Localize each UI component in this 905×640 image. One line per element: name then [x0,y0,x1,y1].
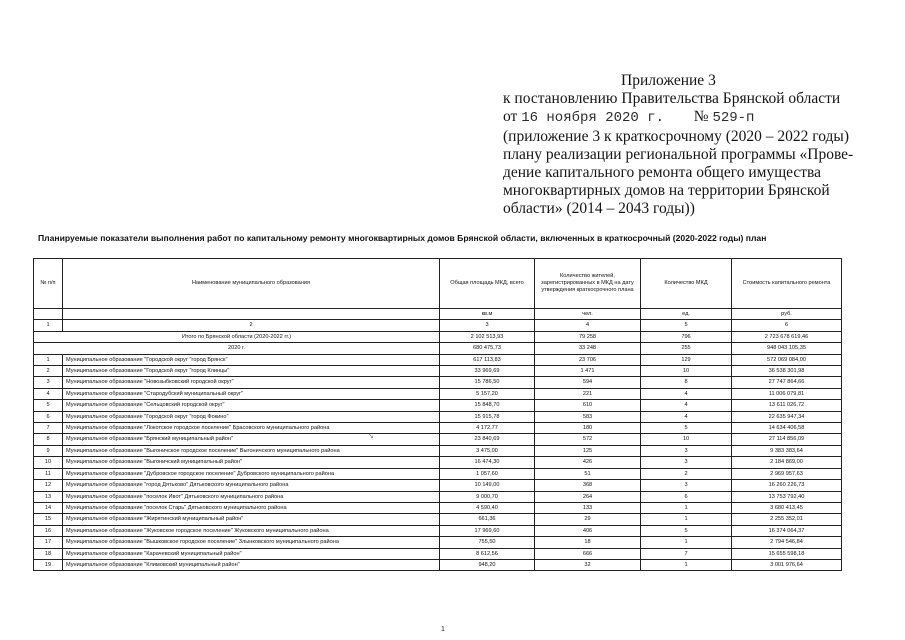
table-row [34,434,842,445]
table-row [34,445,842,456]
cell-mkd-count: 5 [641,423,732,434]
table-row [34,468,842,479]
cell-municipality: Муниципальное образование "Дубровское городское поселение" Дубровского муниципального района [63,468,440,479]
cell-num: 16 [34,525,63,536]
cell-area: 5 157,20 [440,388,535,399]
cell-cost: 27 114 856,09 [732,434,842,445]
cell-area: 33 969,69 [440,366,535,377]
cell-num: 2 [34,366,63,377]
cell-municipality: Муниципальное образование "Жуковское городское поселение" Жуковского муниципального района [63,525,440,536]
unit-mkd-count: ед. [641,309,732,320]
cell-mkd-count: 3 [641,445,732,456]
cell-residents: 666 [535,548,641,559]
cell-area: 15 915,78 [440,411,535,422]
header-line-4: плану реализации региональной программы «Прове- [503,145,854,163]
table-row [34,411,842,422]
cell-area: 15 786,50 [440,377,535,388]
cell-municipality: Муниципальное образование "Климовский муниципальный район" [63,559,440,570]
cell-num: 13 [34,491,63,502]
header-area: Общая площадь МКД, всего [440,259,535,309]
cell-cost: 13 611 026,72 [732,400,842,411]
cell-municipality: Муниципальное образование "город Дятьково" Дятьковского муниципального района [63,480,440,491]
cell-residents: 264 [535,491,641,502]
header-line-5: дение капитального ремонта общего имущества [503,164,822,182]
cell-residents: 426 [535,457,641,468]
cell-area: 4 590,40 [440,502,535,513]
cell-mkd-count: 10 [641,434,732,445]
cell-residents: 221 [535,388,641,399]
pen-mark: ↘ [368,433,374,440]
cell-num: 12 [34,480,63,491]
cell-mkd-count: 1 [641,537,732,548]
table-row [34,537,842,548]
cell-cost: 22 635 947,34 [732,411,842,422]
table-row [34,366,842,377]
table-row [34,502,842,513]
cell-cost: 16 374 064,37 [732,525,842,536]
table-row [34,400,842,411]
total-residents: 79 258 [535,331,641,342]
total-cost: 2 723 678 619,46 [732,331,842,342]
cell-num: 3 [34,377,63,388]
cell-residents: 180 [535,423,641,434]
colnum-1: 1 [34,320,63,331]
cell-residents: 125 [535,445,641,456]
cell-residents: 583 [535,411,641,422]
unit-residents: чел. [535,309,641,320]
cell-cost: 3 001 976,64 [732,559,842,570]
cell-municipality: Муниципальное образование "Городской округ "город Фокино" [63,411,440,422]
cell-mkd-count: 1 [641,502,732,513]
colnum-3: 3 [440,320,535,331]
cell-num: 15 [34,514,63,525]
cell-area: 4 172,77 [440,423,535,434]
colnum-2: 2 [63,320,440,331]
header-residents: Количество жителей, зарегистрированных в МКД на дату утверждения краткосрочного плана [535,259,641,309]
cell-cost: 2 794 546,84 [732,537,842,548]
unit-name [63,309,440,320]
cell-area: 661,36 [440,514,535,525]
cell-municipality: Муниципальное образование "Городской округ "город Клинцы" [63,366,440,377]
cell-municipality: Муниципальное образование "Вышковское городское поселение" Злынковского муниципального района [63,537,440,548]
year-residents: 33 248 [535,343,641,354]
cell-area: 10 149,00 [440,480,535,491]
cell-municipality: Муниципальное образование "Локотское городское поселение" Брасовского муниципального района [63,423,440,434]
header-num: № п/п [34,259,63,309]
header-line-1: к постановлению Правительства Брянской области [503,90,841,108]
table-row [34,559,842,570]
number-label: № [693,108,709,126]
cell-mkd-count: 7 [641,548,732,559]
cell-mkd-count: 5 [641,525,732,536]
colnum-4: 4 [535,320,641,331]
header-line-7: области» (2014 – 2043 годы)) [503,200,695,218]
cell-num: 14 [34,502,63,513]
cell-num: 8 [34,434,63,445]
cell-cost: 572 069 084,00 [732,354,842,365]
total-area: 2 102 513,93 [440,331,535,342]
colnum-6: 6 [732,320,842,331]
table-row [34,514,842,525]
cell-municipality: Муниципальное образование "Жирятинский муниципальный район" [63,514,440,525]
cell-mkd-count: 10 [641,366,732,377]
cell-cost: 2 184 869,00 [732,457,842,468]
resolution-number: 529-п [712,110,755,127]
table-row [34,491,842,502]
cell-municipality: Муниципальное образование "Городской округ "город Брянск" [63,354,440,365]
cell-cost: 3 680 413,45 [732,502,842,513]
cell-mkd-count: 4 [641,411,732,422]
cell-num: 10 [34,457,63,468]
cell-area: 15 848,70 [440,400,535,411]
cell-municipality: Муниципальное образование "поселок Старь" Дятьковского муниципального района [63,502,440,513]
cell-municipality: Муниципальное образование "Брянский муниципальный район" [63,434,440,445]
cell-residents: 406 [535,525,641,536]
colnum-5: 5 [641,320,732,331]
cell-mkd-count: 1 [641,559,732,570]
cell-mkd-count: 1 [641,514,732,525]
cell-municipality: Муниципальное образование "Новозыбковский городской округ" [63,377,440,388]
cell-area: 9 000,70 [440,491,535,502]
cell-residents: 23 706 [535,354,641,365]
cell-num: 4 [34,388,63,399]
year-area: 680 475,73 [440,343,535,354]
cell-area: 1 057,60 [440,468,535,479]
header-line-2 [503,108,898,127]
cell-mkd-count: 4 [641,400,732,411]
table-row [34,423,842,434]
cell-residents: 133 [535,502,641,513]
cell-area: 755,50 [440,537,535,548]
unit-num [34,309,63,320]
cell-municipality: Муниципальное образование "Стародубский муниципальный округ" [63,388,440,399]
cell-mkd-count: 2 [641,468,732,479]
table-header-row [34,259,842,309]
cell-cost: 36 538 301,98 [732,366,842,377]
header-name: Наименование муниципального образования [63,259,440,309]
resolution-date: 16 ноября 2020 г. [521,110,665,127]
cell-residents: 29 [535,514,641,525]
cell-municipality: Муниципальное образование "поселок Ивот" Дятьковского муниципального района [63,491,440,502]
table-row [34,525,842,536]
cell-num: 11 [34,468,63,479]
cell-area: 16 474,30 [440,457,535,468]
table-row [34,377,842,388]
cell-cost: 13 753 792,40 [732,491,842,502]
header-cost: Стоимость капитального ремонта [732,259,842,309]
cell-residents: 572 [535,434,641,445]
cell-num: 19 [34,559,63,570]
cell-cost: 27 747 864,66 [732,377,842,388]
cell-residents: 18 [535,537,641,548]
cell-cost: 2 255 352,01 [732,514,842,525]
cell-mkd-count: 6 [641,491,732,502]
cell-cost: 2 969 957,63 [732,468,842,479]
page-number: 1 [441,626,445,633]
table-row [34,480,842,491]
cell-cost: 11 006 079,81 [732,388,842,399]
appendix-label: Приложение 3 [621,72,716,89]
cell-residents: 1 471 [535,366,641,377]
date-prefix: от [503,108,518,126]
header-mkd-count: Количество МКД [641,259,732,309]
total-mkd-count: 796 [641,331,732,342]
cell-municipality: Муниципальное образование "Сельцовский городской округ" [63,400,440,411]
unit-area: кв.м [440,309,535,320]
year-mkd-count: 255 [641,343,732,354]
year-cost: 948 043 105,35 [732,343,842,354]
indicators-table [33,258,842,571]
table-row [34,354,842,365]
table-row [34,548,842,559]
cell-cost: 15 655 598,18 [732,548,842,559]
cell-num: 6 [34,411,63,422]
cell-num: 1 [34,354,63,365]
cell-area: 8 612,56 [440,548,535,559]
cell-municipality: Муниципальное образование "Выгоничское городское поселение" Выгоничского муниципального района [63,445,440,456]
year-row [34,343,842,354]
cell-cost: 9 383 383,64 [732,445,842,456]
cell-residents: 594 [535,377,641,388]
cell-num: 5 [34,400,63,411]
table-row [34,388,842,399]
total-label: Итого по Брянской области (2020-2022 гг.) [34,331,440,342]
cell-num: 17 [34,537,63,548]
cell-area: 617 113,83 [440,354,535,365]
table-row [34,457,842,468]
cell-num: 9 [34,445,63,456]
cell-mkd-count: 129 [641,354,732,365]
unit-cost: руб. [732,309,842,320]
header-line-3: (приложение 3 к краткосрочному (2020 – 2022 годы) [503,127,850,145]
cell-area: 3 475,00 [440,445,535,456]
cell-mkd-count: 3 [641,457,732,468]
cell-municipality: Муниципальное образование "Карачевский муниципальный район" [63,548,440,559]
cell-mkd-count: 3 [641,480,732,491]
cell-num: 18 [34,548,63,559]
cell-num: 7 [34,423,63,434]
resolution-header [503,72,898,219]
cell-residents: 32 [535,559,641,570]
cell-area: 23 840,69 [440,434,535,445]
cell-cost: 16 260 226,73 [732,480,842,491]
cell-residents: 610 [535,400,641,411]
total-row [34,331,842,342]
units-row [34,309,842,320]
cell-area: 17 969,60 [440,525,535,536]
document-title: Планируемые показатели выполнения работ по капитальному ремонту многоквартирных домов Брянской области, включенных в краткосрочный (2020-2022 годы) план [38,233,767,243]
header-line-6: многоквартирных домов на территории Брянской [503,182,830,200]
column-numbers-row [34,320,842,331]
cell-residents: 51 [535,468,641,479]
cell-area: 948,20 [440,559,535,570]
cell-municipality: Муниципальное образование "Выгоничский муниципальный район" [63,457,440,468]
cell-residents: 368 [535,480,641,491]
cell-mkd-count: 8 [641,377,732,388]
cell-cost: 14 634 406,58 [732,423,842,434]
year-label: 2020 г. [34,343,440,354]
cell-mkd-count: 4 [641,388,732,399]
